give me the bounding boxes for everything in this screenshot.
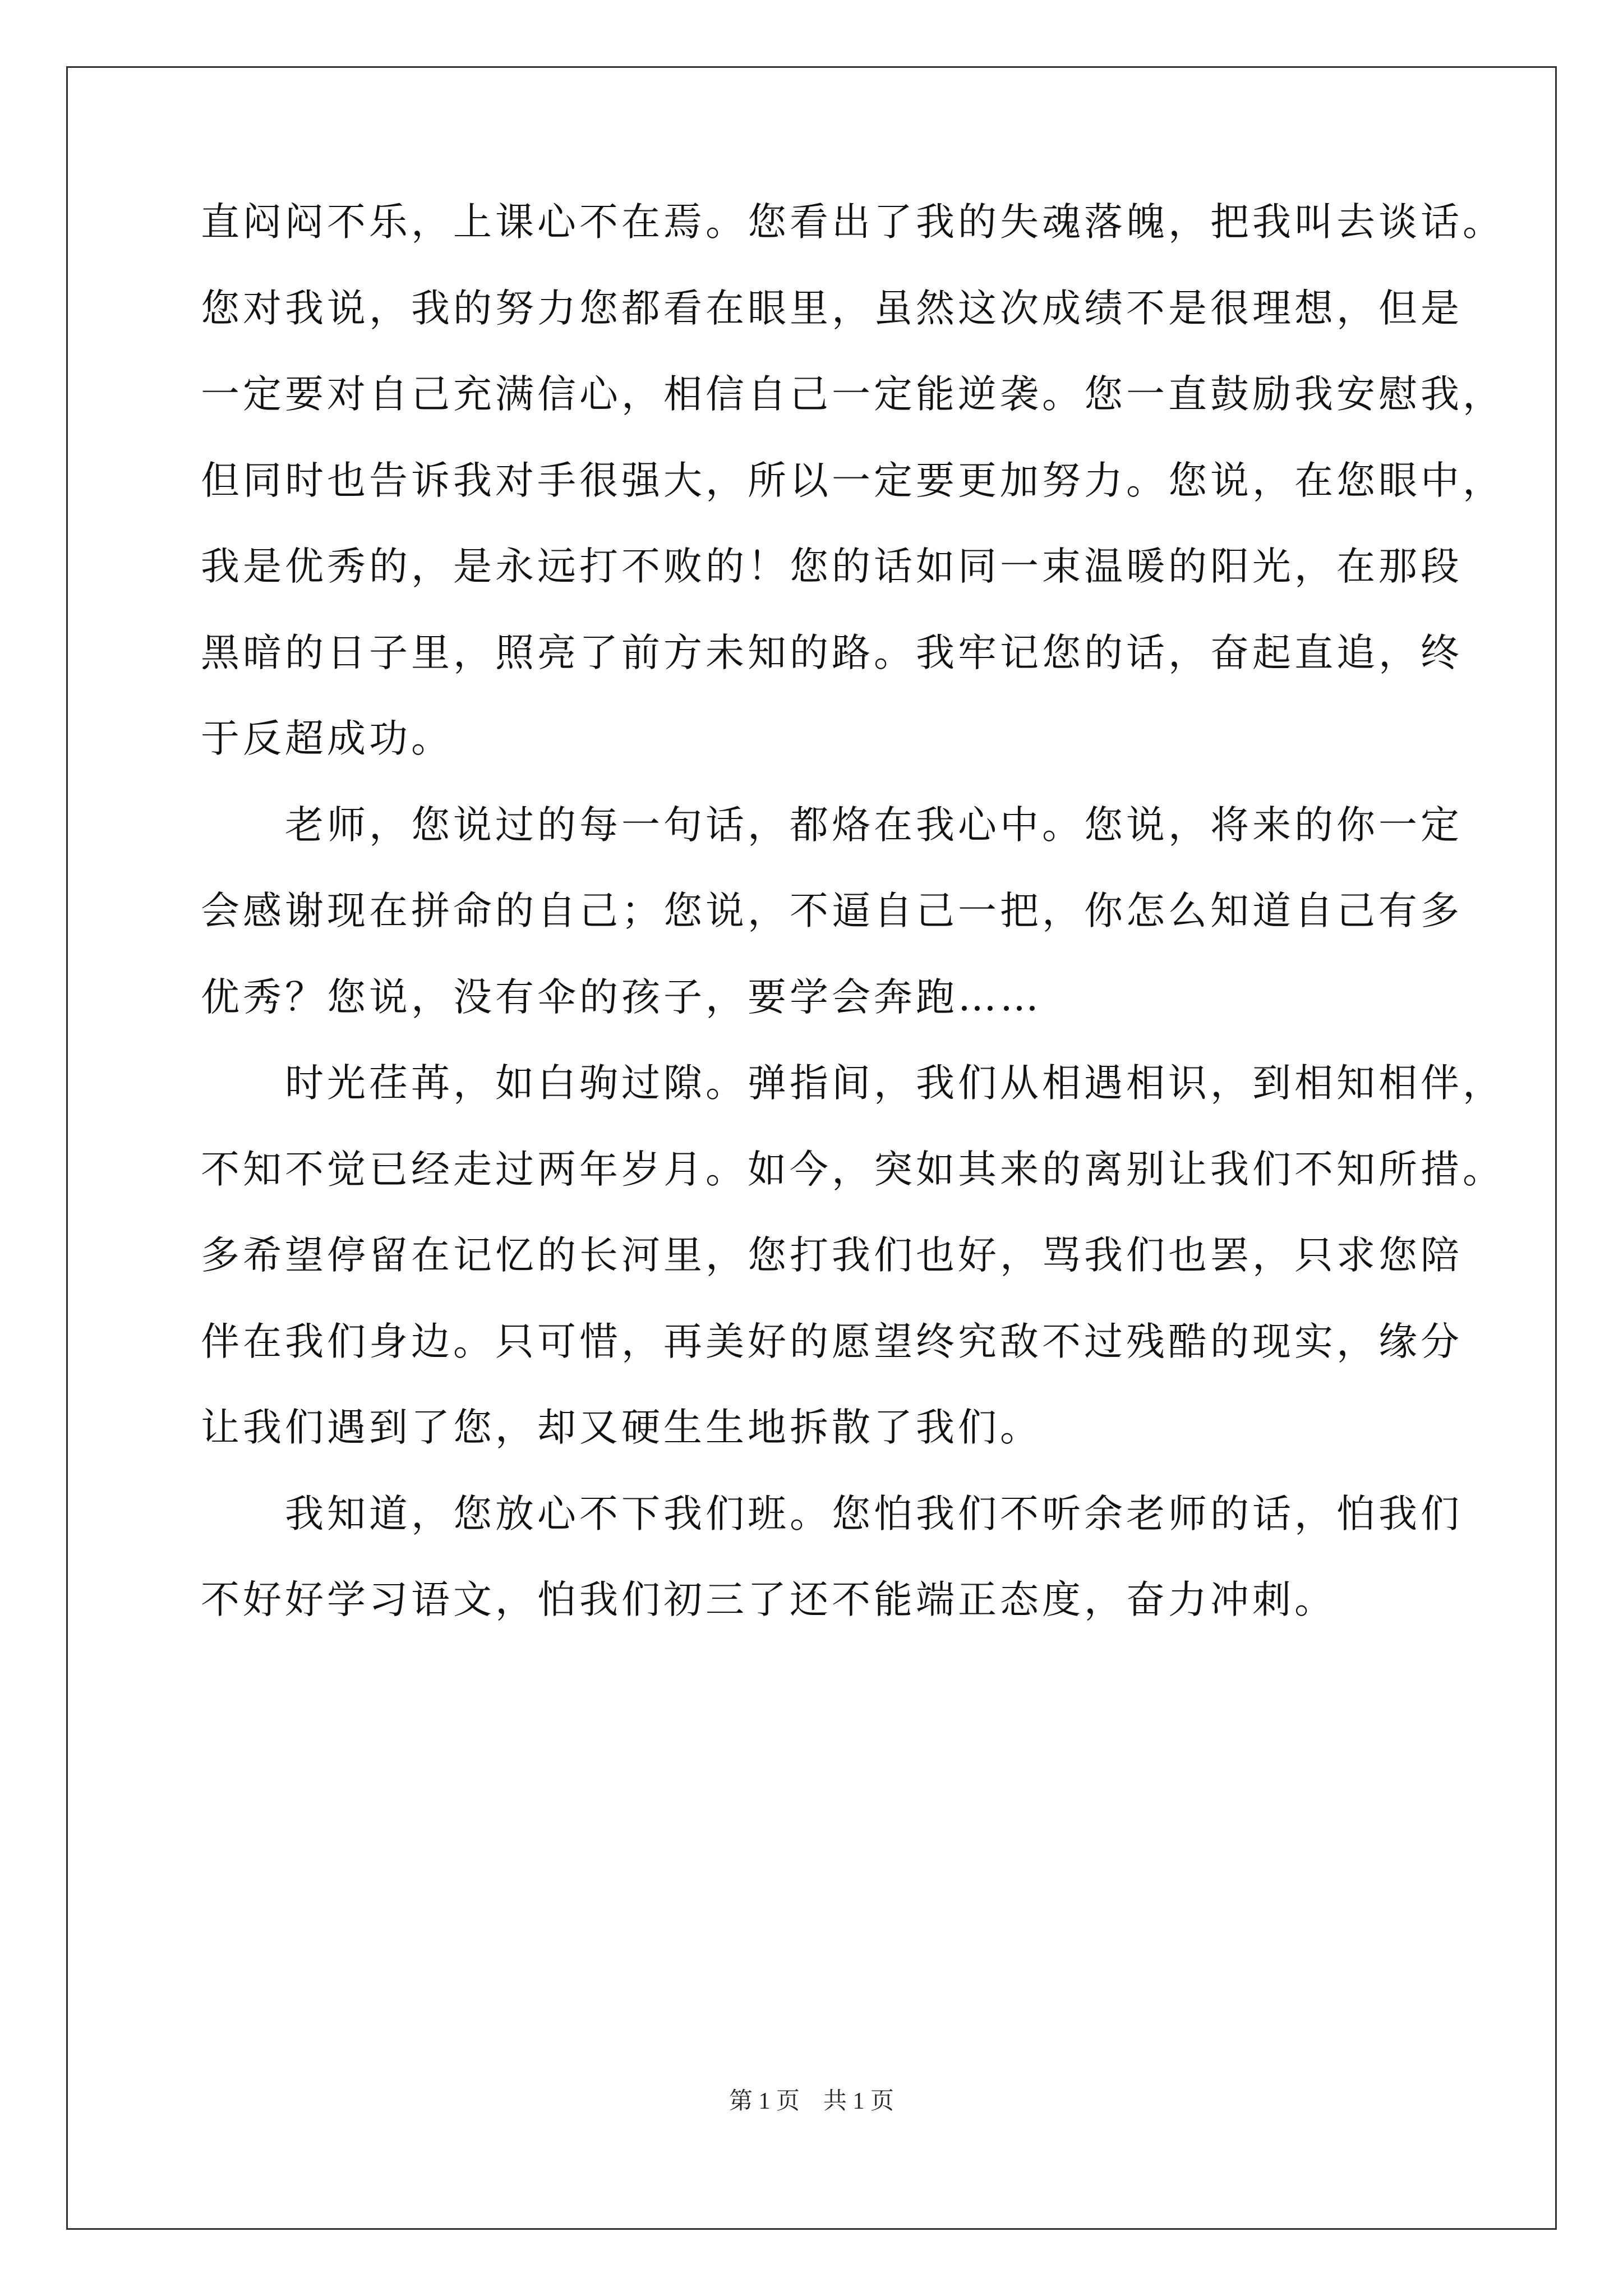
paragraph-first-line: 时光荏苒，如白驹过隙。弹指间，我们从相遇相识，到相知相伴， bbox=[285, 1061, 1505, 1106]
text-line: 于反超成功。 bbox=[201, 716, 453, 761]
text-line: 不知不觉已经走过两年岁月。如今，突如其来的离别让我们不知所措。 bbox=[201, 1147, 1505, 1192]
text-line: 多希望停留在记忆的长河里，您打我们也好，骂我们也罢，只求您陪 bbox=[201, 1233, 1463, 1278]
text-line: 优秀？您说，没有伞的孩子，要学会奔跑…… bbox=[201, 974, 1042, 1020]
body-text bbox=[201, 180, 1505, 1644]
text-line: 让我们遇到了您，却又硬生生地拆散了我们。 bbox=[201, 1405, 1042, 1450]
text-line: 直闷闷不乐，上课心不在焉。您看出了我的失魂落魄，把我叫去谈话。 bbox=[201, 200, 1505, 245]
text-line: 伴在我们身边。只可惜，再美好的愿望终究敌不过残酷的现实，缘分 bbox=[201, 1319, 1463, 1364]
paragraph-first-line: 老师，您说过的每一句话，都烙在我心中。您说，将来的你一定 bbox=[285, 802, 1463, 848]
text-line: 不好好学习语文，怕我们初三了还不能端正态度，奋力冲刺。 bbox=[201, 1577, 1336, 1622]
page-footer: 第 1 页 共 1 页 bbox=[728, 2088, 894, 2114]
text-line: 会感谢现在拼命的自己；您说，不逼自己一把，你怎么知道自己有多 bbox=[201, 889, 1463, 933]
text-line: 我是优秀的，是永远打不败的！您的话如同一束温暖的阳光，在那段 bbox=[201, 544, 1463, 589]
text-line: 但同时也告诉我对手很强大，所以一定要更加努力。您说，在您眼中， bbox=[201, 458, 1505, 503]
text-line: 您对我说，我的努力您都看在眼里，虽然这次成绩不是很理想，但是 bbox=[201, 286, 1463, 331]
text-line: 黑暗的日子里，照亮了前方未知的路。我牢记您的话，奋起直追，终 bbox=[201, 630, 1463, 675]
paragraph-first-line: 我知道，您放心不下我们班。您怕我们不听余老师的话，怕我们 bbox=[285, 1491, 1463, 1536]
text-line: 一定要对自己充满信心，相信自己一定能逆袭。您一直鼓励我安慰我， bbox=[201, 372, 1505, 417]
